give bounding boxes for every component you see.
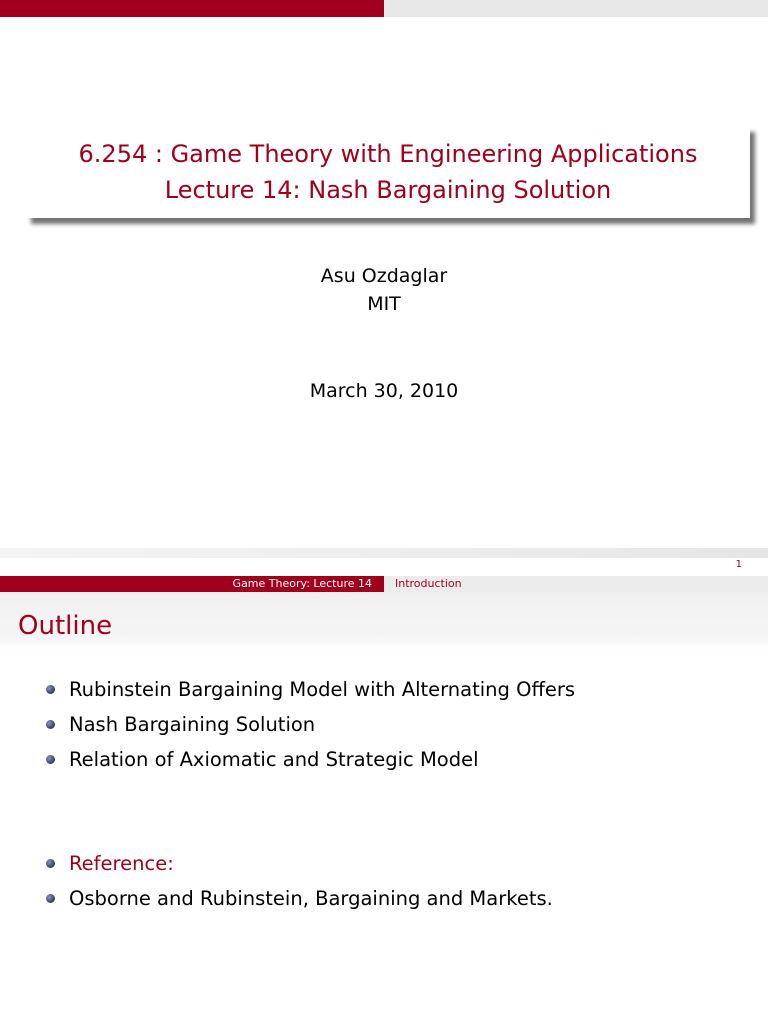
outline-list (46, 672, 575, 777)
bullet-ball-icon (46, 720, 55, 729)
header-bar (0, 0, 768, 17)
nav-lecture-title[interactable] (0, 576, 384, 592)
reference-label: Reference: (69, 852, 174, 875)
nav-lecture-title-text: Game Theory: Lecture 14 (232, 577, 372, 590)
bullet-ball-icon (46, 755, 55, 764)
slide-title-line-1: 6.254 : Game Theory with Engineering Applications (78, 140, 698, 168)
slide-title-line-2: Lecture 14: Nash Bargaining Solution (164, 176, 612, 204)
frame-title: Outline (18, 611, 113, 641)
page-number: 1 (735, 559, 742, 570)
header-bar-gray (384, 0, 768, 17)
title-box (26, 126, 750, 218)
lecture-date: March 30, 2010 (309, 380, 459, 402)
list-item (46, 672, 575, 707)
list-item (46, 881, 553, 916)
nav-section-introduction[interactable] (384, 576, 768, 592)
author-name: Asu Ozdaglar (320, 265, 448, 287)
list-item (46, 742, 575, 777)
list-item (46, 707, 575, 742)
navigation-bar (0, 576, 768, 592)
list-item-text: Rubinstein Bargaining Model with Alternating Offers (69, 678, 576, 701)
list-item-text: Nash Bargaining Solution (69, 713, 316, 736)
reference-item-text: Osborne and Rubinstein, Bargaining and Markets. (69, 887, 553, 910)
reference-list (46, 846, 553, 916)
nav-section-text: Introduction (395, 577, 462, 590)
frame-title-band (0, 592, 768, 652)
list-item (46, 846, 553, 881)
footer-band (0, 548, 768, 558)
bullet-ball-icon (46, 859, 55, 868)
outline-slide (0, 576, 768, 1024)
bullet-ball-icon (46, 894, 55, 903)
list-item-text: Relation of Axiomatic and Strategic Model (69, 748, 479, 771)
header-bar-accent (0, 0, 384, 17)
bullet-ball-icon (46, 685, 55, 694)
institution: MIT (367, 293, 401, 315)
